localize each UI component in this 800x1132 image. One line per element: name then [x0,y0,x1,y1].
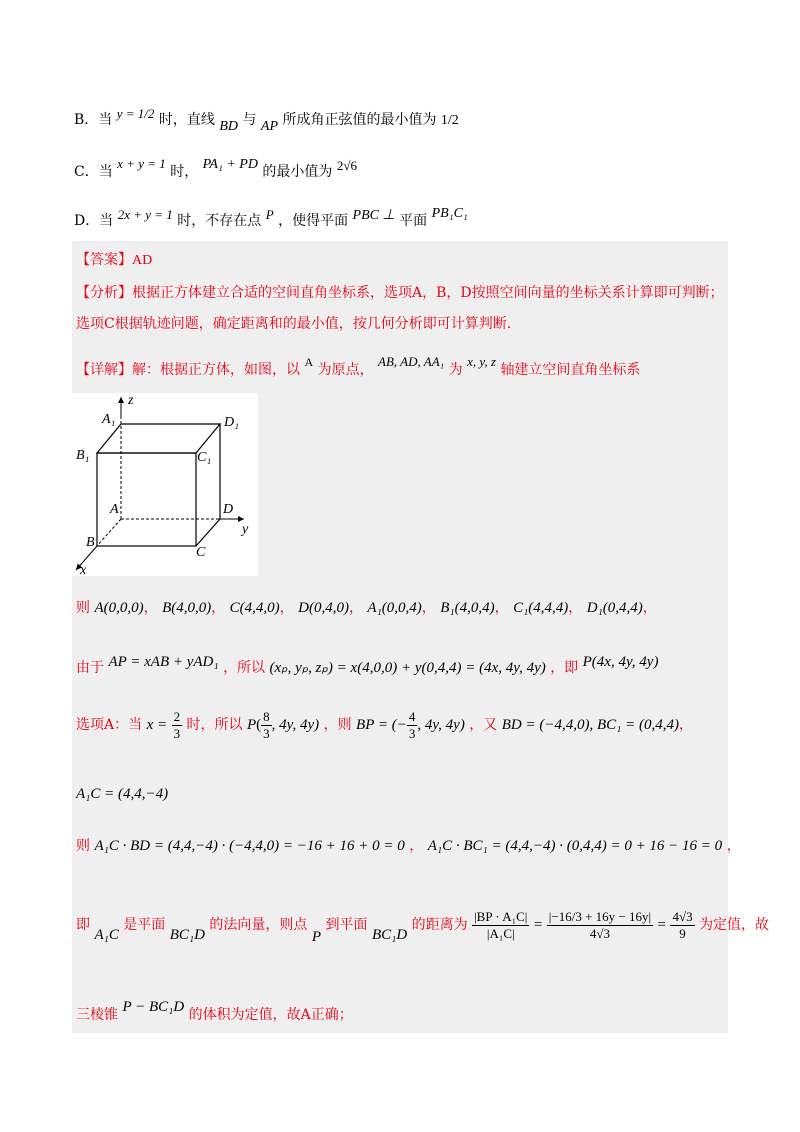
conclusion-line: 三棱锥 P − BC₁D 的体积为定值，故A正确； [76,999,353,1023]
analysis-line-2: 选项C根据轨迹问题，确定距离和的最小值，按几何分析即可计算判断. [76,316,512,332]
label-a: A [110,502,119,517]
coords-line: 则 A(0,0,0)， B(4,0,0)， C(4,4,0)， D(0,4,0)， A₁(0,0,4)， B₁(4,0,4)， C₁(4,4,4)， D₁(0,4,4)， [76,600,657,616]
a1c-line: A₁C = (4,4,−4) [76,786,169,802]
label-d: D [223,502,234,517]
label-x: x [80,563,87,576]
normal-line: 即 A₁C 是平面 BC₁D 的法向量，则点 P 到平面 BC₁D 的距离为 $\frac{\text{|BP · A₁C|}}{\text{|A₁C|}}$ = $\frac{|-16/3 + 16y - 16y|}{4√3}$ = $\frac{4√3}{9}$ 为定值，故 [76,908,770,945]
cube-figure [72,393,258,576]
label-b1: B₁ [76,448,90,463]
label-z: z [128,393,134,408]
label-b: B [86,535,95,550]
dots-line: 则 A₁C · BD = (4,4,−4) · (−4,4,0) = −16 + 16 + 0 = 0 ， A₁C · BC₁ = (4,4,−4) · (0,4,4) = 0 + 16 − 16 = 0 ， [76,838,741,854]
option-c: C．当 x + y = 1 时， PA₁ + PD 的最小值为 2√6 [74,156,357,180]
detail-intro: 【详解】解：根据正方体，如图，以 A 为原点， AB, AD, AA₁ 为 x, y, z 轴建立空间直角坐标系 [76,354,641,378]
label-d1: D₁ [224,415,239,430]
analysis-line-1: 【分析】根据正方体建立合适的空间直角坐标系，选项A，B，D按照空间向量的坐标关系计算即可判断； [76,285,724,301]
since-line: 由于 AP = xAB + yAD₁ ，所以 (xₚ, yₚ, zₚ) = x(4,0,0) + y(0,4,4) = (4x, 4y, 4y) ，即 P(4x, 4y, 4y) [76,654,659,676]
option-b: B．当 y = 1/2 时，直线 BD 与 AP 所成角正弦值的最小值为 1/2 [74,106,459,134]
option-a-line: 选项A：当 x = $\frac{2}{3}$ 时，所以 P( $\frac{8}{3}$ , 4y, 4y) ，则 BP = (− $\frac{4}{3}$ , 4y, 4y) ，又 BD = (−4,4,0), BC₁ = (0,4,4)， [76,708,693,741]
label-c: C [196,545,206,560]
answer-line: 【答案】AD [76,252,153,268]
label-c1: C₁ [197,450,212,465]
label-y: y [242,522,249,537]
option-d: D．当 2x + y = 1 时，不存在点 P ，使得平面 PBC ⊥ 平面 PB₁C₁ [74,206,468,229]
label-a1: A₁ [102,412,116,427]
